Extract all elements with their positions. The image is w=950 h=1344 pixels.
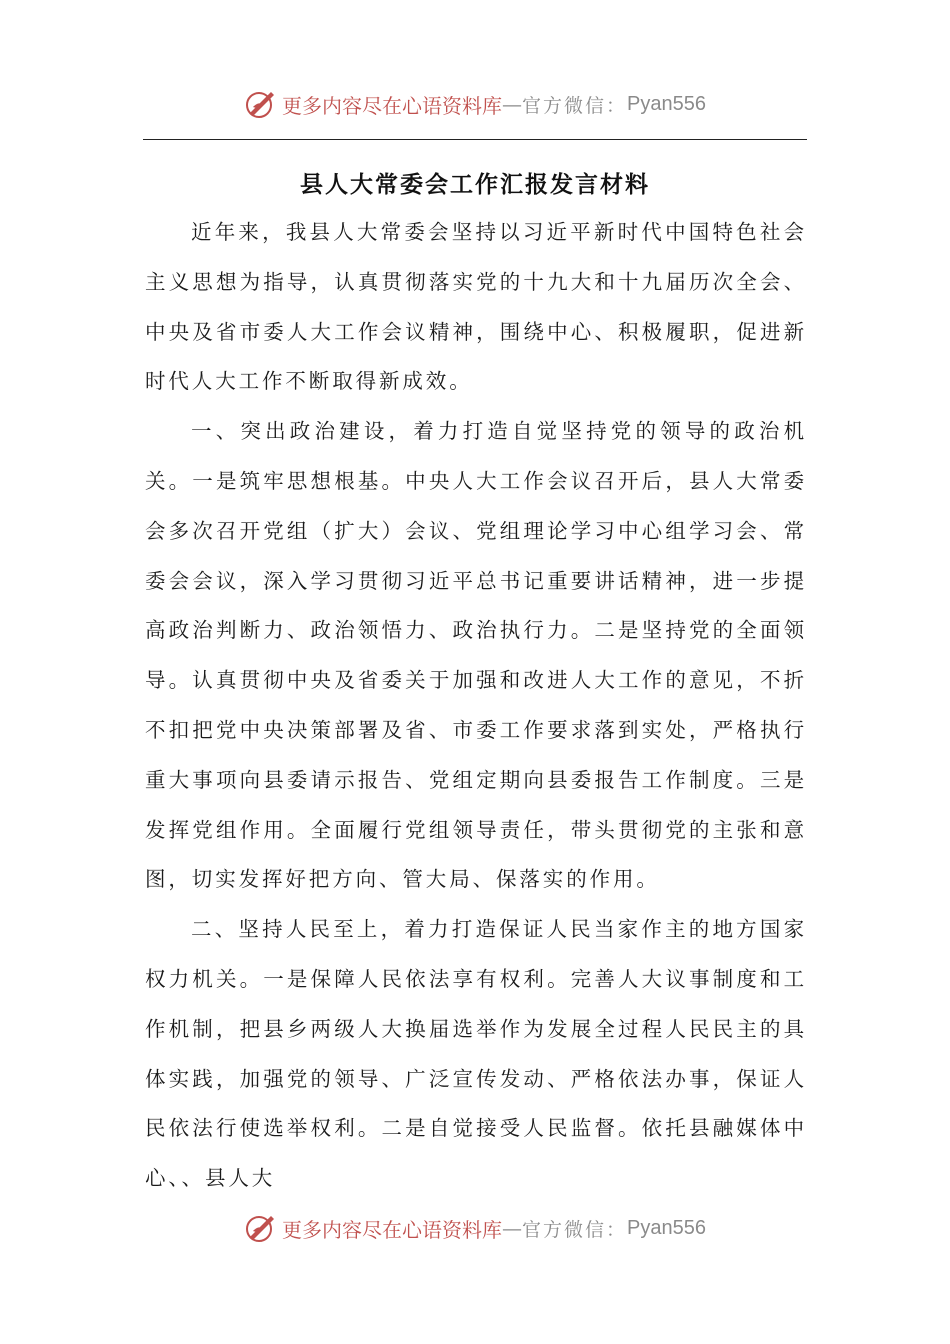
watermark-separator: — [502, 1216, 522, 1240]
watermark-official-label: 官方微信： [522, 1218, 628, 1241]
watermark-site-text: 更多内容尽在心语资料库 [282, 93, 502, 118]
watermark-separator: — [502, 92, 522, 116]
footer-watermark [0, 1208, 950, 1248]
quill-pen-logo-icon [244, 1211, 278, 1245]
quill-pen-logo-icon [244, 87, 278, 121]
header-divider [143, 139, 807, 140]
body-paragraph-people-first: 二、坚持人民至上，着力打造保证人民当家作主的地方国家权力机关。一是保障人民依法享有权利。完善人大议事制度和工作机制，把县乡两级人大换届选举作为发展全过程人民民主的具体实践，加强党的领导、广泛宣传发动、严格依法办事，保证人民依法行使选举权利。二是自觉接受人民监督。依托县融媒体中心、、县人大 [145, 917, 807, 1191]
watermark-wechat-id: Pyan556 [627, 1216, 706, 1239]
header-watermark [0, 84, 950, 124]
body-paragraph-political-building: 一、突出政治建设，着力打造自觉坚持党的领导的政治机关。一是筑牢思想根基。中央人大工作会议召开后，县人大常委会多次召开党组（扩大）会议、党组理论学习中心组学习会、常委会会议，深入学习贯彻习近平总书记重要讲话精神，进一步提高政治判断力、政治领悟力、政治执行力。二是坚持党的全面领导。认真贯彻中央及省委关于加强和改进人大工作的意见，不折不扣把党中央决策部署及省、市委工作要求落到实处，严格执行重大事项向县委请示报告、党组定期向县委报告工作制度。三是发挥党组作用。全面履行党组领导责任，带头贯彻党的主张和意图，切实发挥好把方向、管大局、保落实的作用。 [145, 419, 807, 892]
watermark-wechat-id: Pyan556 [627, 92, 706, 115]
watermark-site-text: 更多内容尽在心语资料库 [282, 1217, 502, 1242]
watermark-row [244, 87, 706, 121]
document-title: 县人大常委会工作汇报发言材料 [300, 171, 650, 198]
body-paragraph-intro: 近年来，我县人大常委会坚持以习近平新时代中国特色社会主义思想为指导，认真贯彻落实党的十九大和十九届历次全会、中央及省市委人大工作会议精神，围绕中心、积极履职，促进新时代人大工作不断取得新成效。 [145, 220, 807, 394]
document-body [145, 208, 807, 1204]
watermark-row [244, 1211, 706, 1245]
watermark-official-label: 官方微信： [522, 94, 628, 117]
